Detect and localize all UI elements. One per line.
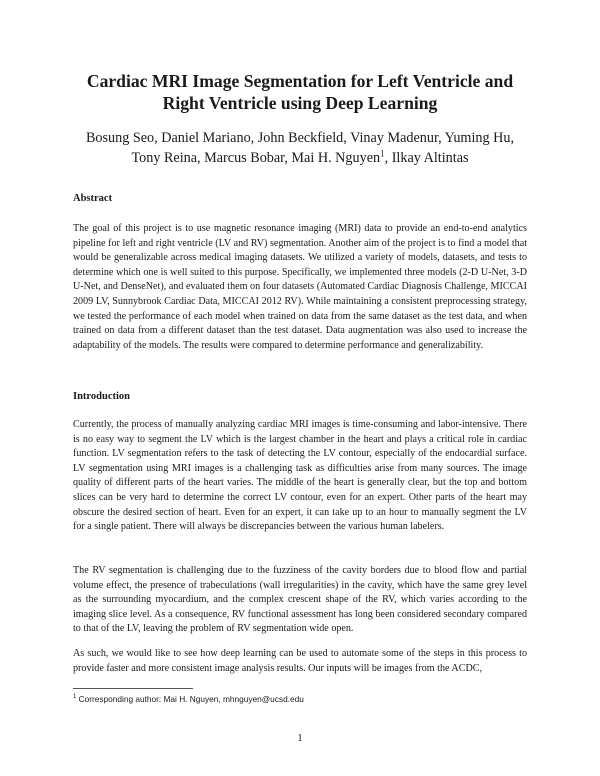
footnote-divider xyxy=(73,688,193,689)
footnote xyxy=(73,694,304,705)
authors-line-1: Bosung Seo, Daniel Mariano, John Beckfield, Vinay Madenur, Yuming Hu, xyxy=(85,130,515,146)
introduction-heading: Introduction xyxy=(73,391,130,402)
title-line-1: Cardiac MRI Image Segmentation for Left Ventricle and xyxy=(86,71,514,91)
intro-paragraph-1: Currently, the process of manually analyzing cardiac MRI images is time-consuming and labor-intensive. There is no easy way to segment the LV which is the largest chamber in the heart and plays a critical role in cardiac function. LV segmentation refers to the task of detecting the LV contour, especially of the endocardial surface. LV segmentation using MRI images is a challenging task as difficulties arise from many sources. The image quality of different parts of the heart varies. The middle of the heart is generally clear, but the top and bottom slices can be very hard to determine the correct LV contour, even for an expert. Other parts of the heart may obscure the desired section of heart. Even for an expert, it can take up to an hour to manually segment the LV for a single patient. There will always be discrepancies between the various human labelers. xyxy=(73,419,527,533)
page-number: 1 xyxy=(297,733,303,744)
abstract-heading: Abstract xyxy=(73,193,113,204)
abstract-text: The goal of this project is to use magnetic resonance imaging (MRI) data to provide an end-to-end analytics pipeline for left and right ventricle (LV and RV) segmentation. Another aim of the project is to find a model that would be generalizable across medical imaging datasets. We utilized a variety of models, datasets, and tests to determine which one is well suited to this purpose. Specifically, we implemented three models (2-D U-Net, 3-D U-Net, and DenseNet), and evaluated them on four datasets (Automated Cardiac Diagnosis Challenge, MICCAI 2009 LV, Sunnybrook Cardiac Data, MICCAI 2012 RV). While maintaining a consistent preprocessing strategy, we tested the performance of each model when trained on data from the same dataset as the test data, and when trained on data from a different dataset than the test dataset. Data augmentation was also used to increase the adaptability of the models. The results were compared to determine performance and generalizability. xyxy=(73,223,527,351)
intro-paragraph-2: The RV segmentation is challenging due to the fuzziness of the cavity borders due to blood flow and partial volume effect, the presence of trabeculations (wall irregularities) in the cavity, which have the same grey level as the surrounding myocardium, and the complex crescent shape of the RV, which varies according to the imaging slice level. As a consequence, RV functional assessment has long been considered secondary compared to that of the LV, leaving the problem of RV segmentation wide open. xyxy=(73,565,527,635)
authors-line-2a: Tony Reina, Marcus Bobar, Mai H. Nguyen xyxy=(131,150,381,166)
title-line-2: Right Ventricle using Deep Learning xyxy=(162,92,438,113)
paper-title xyxy=(40,71,560,114)
author-footnote-marker[interactable]: 1 xyxy=(380,148,385,159)
footnote-marker: 1 xyxy=(73,694,77,701)
intro-paragraph-3: As such, we would like to see how deep learning can be used to automate some of the steps in this process to provide faster and more consistent image analysis results. Our inputs will be images from the ACDC, xyxy=(73,648,527,674)
footnote-text: Corresponding author: Mai H. Nguyen, mhnguyen@ucsd.edu xyxy=(76,694,304,704)
authors-line-2b: , Ilkay Altintas xyxy=(384,150,469,166)
author-list xyxy=(60,128,540,168)
